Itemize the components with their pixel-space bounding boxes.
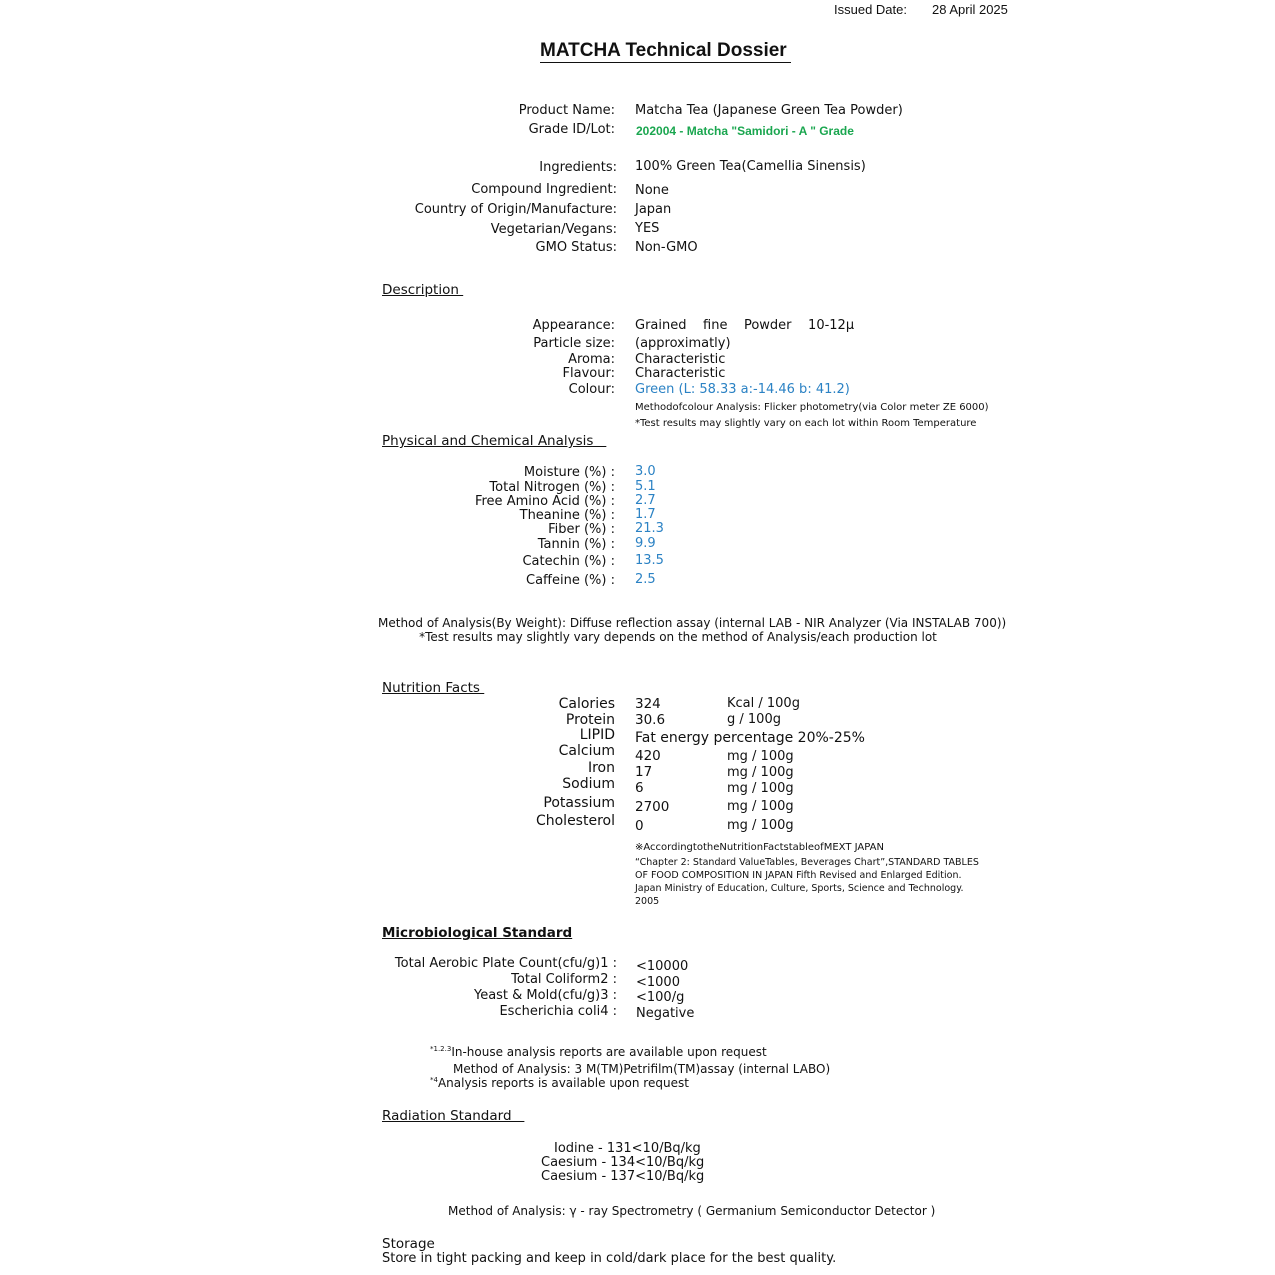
micro-item-value: Negative [636, 1006, 695, 1021]
radiation-item: Caesium - 137<10/Bq/kg [541, 1169, 705, 1184]
nutrition-item-unit: mg / 100g [727, 799, 794, 814]
particle-value: (approximatly) [635, 336, 731, 351]
nutrition-item-value: 0 [635, 818, 644, 834]
ingredients-value: 100% Green Tea(Camellia Sinensis) [635, 159, 866, 174]
nutrition-item-label: Cholesterol [535, 813, 615, 829]
micro-item-label: Escherichia coli4 : [499, 1004, 617, 1019]
nutrition-item-unit: Kcal / 100g [727, 696, 800, 711]
physical-heading: Physical and Chemical Analysis [382, 433, 607, 449]
colour-label: Colour: [568, 382, 615, 397]
grade-label: Grade ID/Lot: [528, 122, 615, 137]
physical-item-value: 3.0 [635, 464, 656, 479]
gmo-value: Non-GMO [635, 240, 698, 255]
micro-item-label: Total Aerobic Plate Count(cfu/g)1 : [394, 956, 617, 971]
ingredients-label: Ingredients: [539, 160, 617, 175]
physical-item-label: Moisture (%) : [523, 465, 615, 480]
nutrition-item-unit: g / 100g [727, 712, 781, 727]
nutrition-item-unit: mg / 100g [727, 818, 794, 833]
nutrition-item-label: Calories [558, 696, 615, 712]
micro-note-3-sup: *4 [430, 1076, 438, 1084]
nutrition-item-value: 420 [635, 748, 661, 764]
storage-heading: Storage [382, 1236, 435, 1252]
physical-item-value: 2.7 [635, 493, 656, 508]
radiation-heading: Radiation Standard [382, 1108, 525, 1124]
nutrition-item-unit: mg / 100g [727, 765, 794, 780]
nutrition-item-value: 17 [635, 764, 653, 780]
origin-value: Japan [635, 202, 672, 217]
description-heading: Description [382, 282, 464, 298]
physical-item-label: Caffeine (%) : [526, 573, 615, 588]
origin-label: Country of Origin/Manufacture: [414, 202, 617, 217]
storage-text: Store in tight packing and keep in cold/dark place for the best quality. [382, 1251, 837, 1266]
colour-method-note: Methodofcolour Analysis: Flicker photometry(via Color meter ZE 6000) [635, 402, 989, 413]
physical-item-label: Total Nitrogen (%) : [489, 480, 615, 495]
physical-item-label: Free Amino Acid (%) : [474, 494, 615, 509]
document-title: MATCHA Technical Dossier [540, 40, 791, 63]
nutrition-item-value: Fat energy percentage 20%-25% [635, 730, 865, 746]
appearance-value: Grained fine Powder 10-12μ [635, 318, 855, 333]
physical-item-value: 21.3 [635, 521, 664, 536]
aroma-value: Characteristic [635, 352, 726, 367]
nutrition-item-label: Sodium [562, 776, 615, 792]
colour-vary-note: *Test results may slightly vary on each lot within Room Temperature [635, 418, 977, 429]
physical-item-value: 5.1 [635, 479, 656, 494]
particle-label: Particle size: [533, 336, 615, 351]
micro-item-label: Total Coliform2 : [511, 972, 617, 987]
nutrition-item-label: Calcium [558, 743, 615, 759]
issued-date-label: Issued Date: [834, 2, 907, 17]
radiation-item: Caesium - 134<10/Bq/kg [541, 1155, 705, 1170]
micro-note-2: Method of Analysis: 3 M(TM)Petrifilm(TM)assay (internal LABO) [453, 1062, 831, 1076]
aroma-label: Aroma: [568, 352, 615, 367]
physical-item-value: 1.7 [635, 507, 656, 522]
micro-note-1-sup: *1.2.3 [430, 1045, 452, 1053]
micro-item-value: <1000 [636, 975, 680, 990]
nutrition-item-label: Protein [565, 712, 615, 728]
micro-note-3 [430, 1076, 689, 1090]
nutrition-item-unit: mg / 100g [727, 749, 794, 764]
micro-note-3-text: Analysis reports is available upon request [437, 1076, 689, 1090]
nutrition-item-value: 2700 [635, 799, 670, 815]
nutrition-heading: Nutrition Facts [382, 680, 485, 696]
vegan-label: Vegetarian/Vegans: [490, 222, 617, 237]
colour-value: Green (L: 58.33 a:-14.46 b: 41.2) [635, 382, 850, 397]
compound-value: None [635, 183, 669, 198]
physical-method-note: Method of Analysis(By Weight): Diffuse reflection assay (internal LAB - NIR Analyzer (Via INSTALAB 700)) [378, 616, 1007, 630]
issued-date-value: 28 April 2025 [932, 2, 1008, 17]
physical-item-label: Catechin (%) : [522, 554, 615, 569]
physical-item-label: Tannin (%) : [537, 537, 615, 552]
micro-heading: Microbiological Standard [382, 925, 573, 941]
appearance-label: Appearance: [532, 318, 615, 333]
physical-vary-note: *Test results may slightly vary depends on the method of Analysis/each production lot [419, 630, 937, 644]
product-name-value: Matcha Tea (Japanese Green Tea Powder) [635, 103, 903, 118]
radiation-item: Iodine - 131<10/Bq/kg [554, 1141, 701, 1156]
nutrition-source-note: ※AccordingtotheNutritionFactstableofMEXT JAPAN [635, 842, 884, 853]
compound-label: Compound Ingredient: [471, 182, 617, 197]
micro-item-value: <100/g [636, 990, 685, 1005]
nutrition-reference: “Chapter 2: Standard ValueTables, Beverages Chart”,STANDARD TABLES OF FOOD COMPOSITION IN JAPAN Fifth Revised and Enlarged Edition. Japan Ministry of Education, Culture, Sports, Science and Technology. 2005 [635, 857, 979, 907]
flavour-value: Characteristic [635, 366, 726, 381]
nutrition-item-value: 6 [635, 780, 644, 796]
nutrition-item-label: Potassium [543, 795, 615, 811]
nutrition-item-label: Iron [587, 760, 615, 776]
nutrition-item-value: 324 [635, 696, 661, 712]
gmo-label: GMO Status: [535, 240, 617, 255]
micro-note-1-text: In-house analysis reports are available upon request [451, 1045, 767, 1059]
nutrition-item-value: 30.6 [635, 712, 666, 728]
vegan-value: YES [635, 221, 660, 236]
nutrition-item-label: LIPID [579, 727, 615, 743]
grade-value: 202004 - Matcha "Samidori - A " Grade [636, 124, 854, 138]
physical-item-value: 13.5 [635, 553, 664, 568]
nutrition-item-unit: mg / 100g [727, 781, 794, 796]
physical-item-value: 9.9 [635, 536, 656, 551]
micro-item-label: Yeast & Mold(cfu/g)3 : [473, 988, 617, 1003]
product-name-label: Product Name: [518, 103, 615, 118]
micro-note-1 [430, 1045, 767, 1059]
radiation-method: Method of Analysis: γ - ray Spectrometry ( Germanium Semiconductor Detector ) [448, 1204, 936, 1218]
physical-item-label: Fiber (%) : [548, 522, 615, 537]
physical-item-value: 2.5 [635, 572, 656, 587]
flavour-label: Flavour: [562, 366, 615, 381]
micro-item-value: <10000 [636, 959, 689, 974]
physical-item-label: Theanine (%) : [519, 508, 615, 523]
